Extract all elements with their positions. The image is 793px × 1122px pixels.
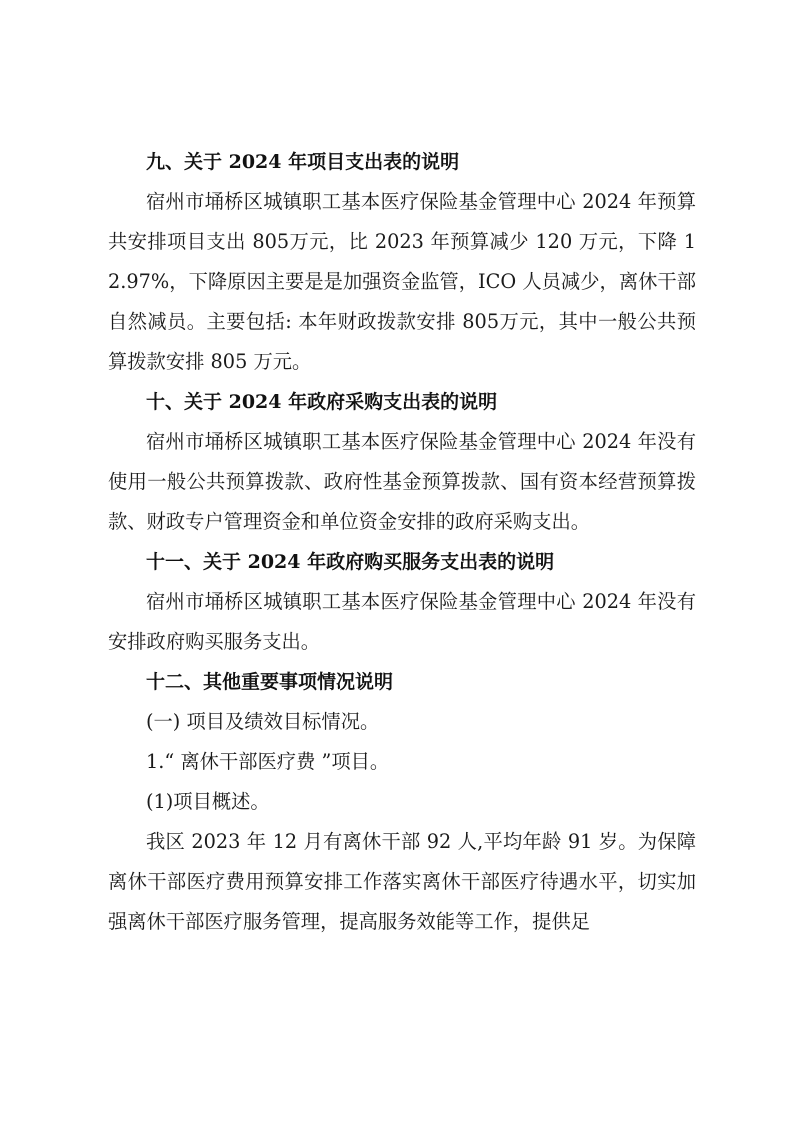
- section-11-heading: 十一、关于 2024 年政府购买服务支出表的说明: [146, 551, 555, 573]
- section-12-heading: 十二、其他重要事项情况说明: [146, 671, 394, 693]
- section-9-paragraph: 宿州市埇桥区城镇职工基本医疗保险基金管理中心 2024 年预算共安排项目支出 805万元，比 2023 年预算减少 120 万元，下降 12.97%，下降原因主要是是加强资金监管，ICO 人员减少，离休干部自然减员。主要包括: 本年财政拨款安排 805万元，其中一般公共预算拨款安排 805 万元。: [108, 190, 696, 373]
- section-11-paragraph: 宿州市埇桥区城镇职工基本医疗保险基金管理中心 2024 年没有安排政府购买服务支出。: [108, 590, 696, 653]
- subsection-1-title: (一) 项目及绩效目标情况。: [146, 710, 380, 733]
- section-9-heading: 九、关于 2024 年项目支出表的说明: [146, 151, 460, 173]
- section-10-heading: 十、关于 2024 年政府采购支出表的说明: [146, 391, 498, 413]
- project-overview-title: (1)项目概述。: [146, 790, 270, 813]
- section-10-paragraph: 宿州市埇桥区城镇职工基本医疗保险基金管理中心 2024 年没有使用一般公共预算拨款、政府性基金预算拨款、国有资本经营预算拨款、财政专户管理资金和单位资金安排的政府采购支出。: [108, 430, 696, 533]
- document-body: [108, 142, 696, 942]
- project-1-title: 1.“ 离休干部医疗费 ”项目。: [146, 750, 390, 773]
- project-overview-paragraph: 我区 2023 年 12 月有离休干部 92 人,平均年龄 91 岁。为保障离休干部医疗费用预算安排工作落实离休干部医疗待遇水平，切实加强离休干部医疗服务管理，提高服务效能等工作，提供足: [108, 830, 696, 933]
